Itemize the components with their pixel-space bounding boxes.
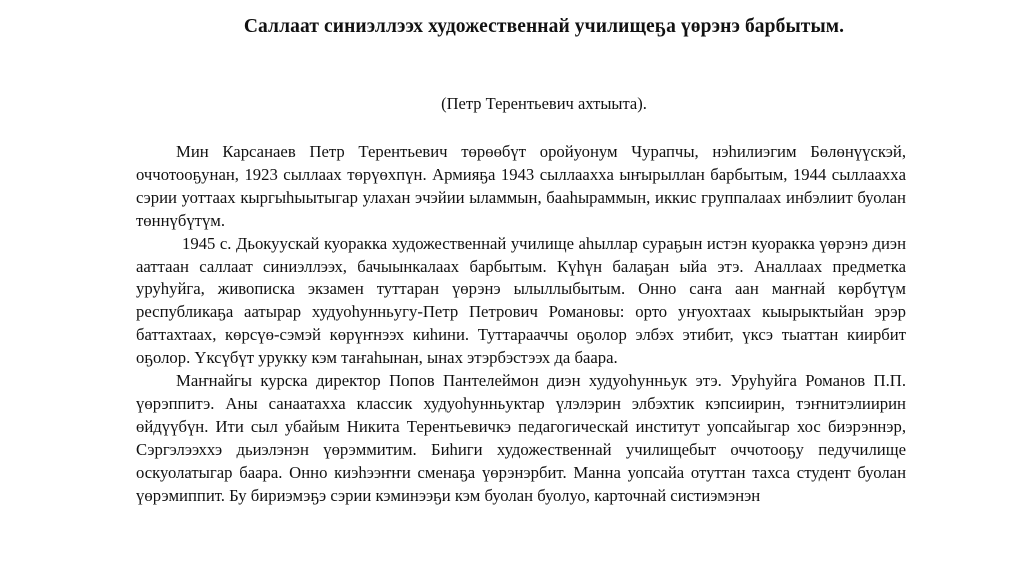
- paragraph: Мин Карсанаев Петр Терентьевич төрөөбүт оройуонум Чурапчы, нэһилиэгим Бөлөнүүскэй, оччотооҕунан, 1923 сыллаах төрүөхпүн. Армияҕа 1943 сыллааххa ыҥырыллан барбытым, 1944 сыллааххa сэрии уоттаах кыргыһыытыгар улахан эчэйии ыламмын, бааһыраммын, иккис группалаах инбэлиит буолан төннүбүтүм.: [136, 142, 906, 230]
- page-title: Саллаат синиэллээх художественнай училищеҕа үөрэнэ барбытым.: [243, 16, 845, 37]
- document-body: [136, 141, 906, 508]
- page-subtitle: (Петр Терентьевич ахтыыта).: [441, 94, 647, 113]
- paragraph: 1945 с. Дьокуускай куоракка художественнай училище аһыллар сураҕын истэн куоракка үөрэнэ диэн ааттаан саллаат синиэллээх, бачыынкалаах барбытым. Күһүн балаҕан ыйа этэ. Аналлаах предметка уруһуйга, живописка экзамен туттаран үөрэнэ ылыллыбытым. Онно саҥа аан маҥнай көрбүтүм республикаҕа аатырар худуоһунньугу-Петр Петрович Романовы: орто уҥуохтаах кыырыктыйан эрэр баттахтаах, көрсүө-сэмэй көрүҥнээх киһини. Туттарааччы оҕолор элбэх этибит, үксэ тыаттан киирбит оҕолор. Үксүбүт урукку кэм таҥаһынан, ынах этэрбэстээх да баара.: [136, 233, 906, 368]
- paragraph: Маҥнайгы курска директор Попов Пантелеймон диэн худуоһунньук этэ. Уруһуйга Романов П.П. үөрэппитэ. Аны санаатахха классик худуоһунньуктар үлэлэрин элбэхтик кэпсиирин, тэҥнитэлиирин өйдүүбүн. Ити сыл убайым Никита Терентьевичкэ педагогическай институт уопсайыгар хос биэрэннэр, Сэргэлээххэ дьиэлэнэн үөрэммитим. Биһиги художественнай училищебыт оччотооҕу педучилище оскуолатыгар баара. Онно киэһээҥҥи сменаҕа үөрэнэрбит. Манна уопсайа отуттан тахса студент буолан үөрэмиппит. Бу бириэмэҕэ сэрии кэминээҕи кэм буолан буолуо, карточнай систиэмэнэн: [136, 371, 906, 505]
